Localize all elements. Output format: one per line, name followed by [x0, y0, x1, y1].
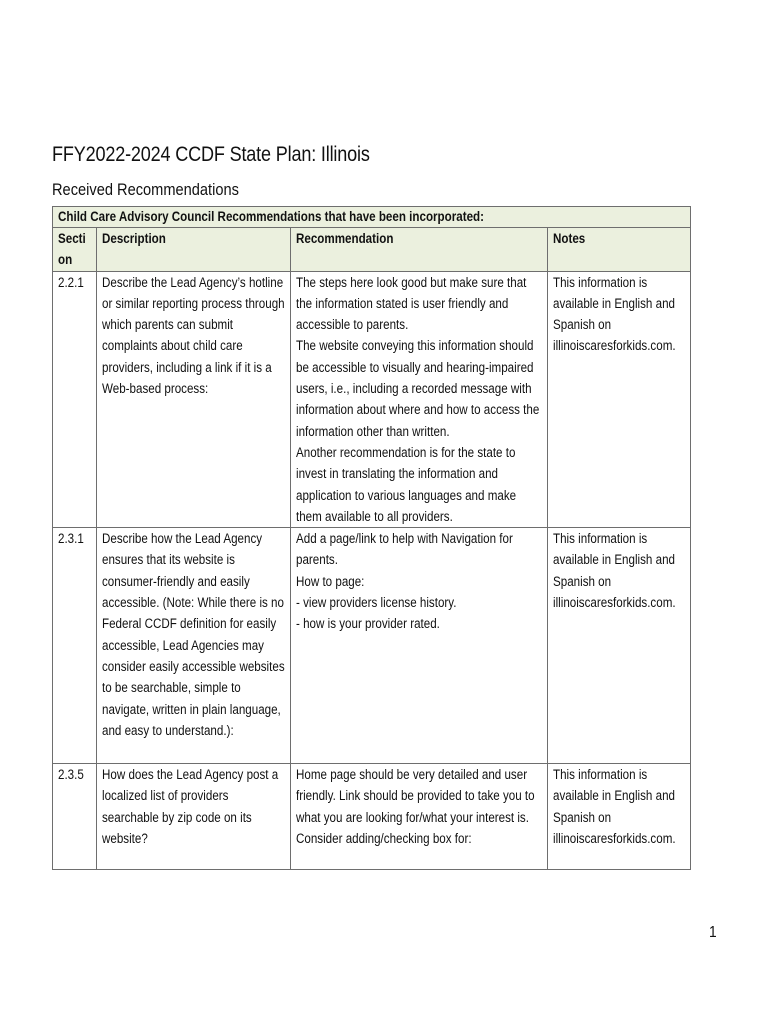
notes-text: This information is available in English and Spanish on illinoiscaresforkids.com.: [553, 274, 679, 354]
description-cell: [97, 271, 291, 528]
section-cell: [53, 764, 97, 870]
notes-cell: [548, 528, 691, 764]
table-caption-row: [53, 207, 691, 228]
table-row: [53, 528, 691, 764]
table-row: [53, 764, 691, 870]
page-number: 1: [709, 924, 717, 941]
notes-text: This information is available in English and Spanish on illinoiscaresforkids.com.: [553, 531, 679, 611]
section-number: 2.2.1: [58, 274, 84, 290]
description-text: Describe how the Lead Agency ensures that its website is consumer-friendly and easily accessible. (Note: While there is no Federal CCDF definition for easily accessible, Lead Agencies may consider easily accessible websites to be searchable, simple to navigate, written in plain language, and easy to understand.):: [102, 531, 288, 738]
table-caption: [53, 207, 691, 228]
header-recommendation: [291, 228, 548, 272]
table-header-row: [53, 228, 691, 272]
section-subtitle: Received Recommendations: [52, 180, 239, 199]
recommendation-cell: [291, 271, 548, 528]
header-section: [53, 228, 97, 272]
description-cell: [97, 528, 291, 764]
header-notes: [548, 228, 691, 272]
header-recommendation-text: Recommendation: [296, 231, 394, 246]
section-number: 2.3.5: [58, 767, 84, 783]
header-description-text: Description: [102, 231, 166, 246]
section-cell: [53, 271, 97, 528]
notes-cell: [548, 271, 691, 528]
recommendations-table: [52, 206, 691, 870]
recommendation-cell: [291, 764, 548, 870]
recommendation-text: Add a page/link to help with Navigation for parents. How to page: - view providers license history. - how is your provider rated.: [296, 531, 513, 632]
header-description: [97, 228, 291, 272]
header-section-text: Secti on: [58, 231, 86, 268]
page-title: FFY2022-2024 CCDF State Plan: Illinois: [52, 143, 370, 166]
recommendation-cell: [291, 528, 548, 764]
header-notes-text: Notes: [553, 231, 586, 246]
section-number: 2.3.1: [58, 531, 84, 547]
notes-cell: [548, 764, 691, 870]
description-text: Describe the Lead Agency’s hotline or similar reporting process through which parents can submit complaints about child care providers, including a link if it is a Web-based process:: [102, 274, 288, 397]
recommendation-text: Home page should be very detailed and user friendly. Link should be provided to take you to what you are looking for/what your interest is. Consider adding/checking box for:: [296, 767, 535, 847]
table-row: [53, 271, 691, 528]
notes-text: This information is available in English and Spanish on illinoiscaresforkids.com.: [553, 767, 679, 847]
description-text: How does the Lead Agency post a localized list of providers searchable by zip code on its website?: [102, 767, 282, 847]
section-cell: [53, 528, 97, 764]
description-cell: [97, 764, 291, 870]
table-caption-text: Child Care Advisory Council Recommendations that have been incorporated:: [58, 209, 484, 224]
recommendation-text: The steps here look good but make sure that the information stated is user friendly and accessible to parents. The website conveying this information should be accessible to visually and hearing-impaired users, i.e., including a recorded message with information about where and how to access the information other than written. Another recommendation is for the state to invest in translating the information and application to various languages and make them available to all providers.: [296, 274, 540, 524]
